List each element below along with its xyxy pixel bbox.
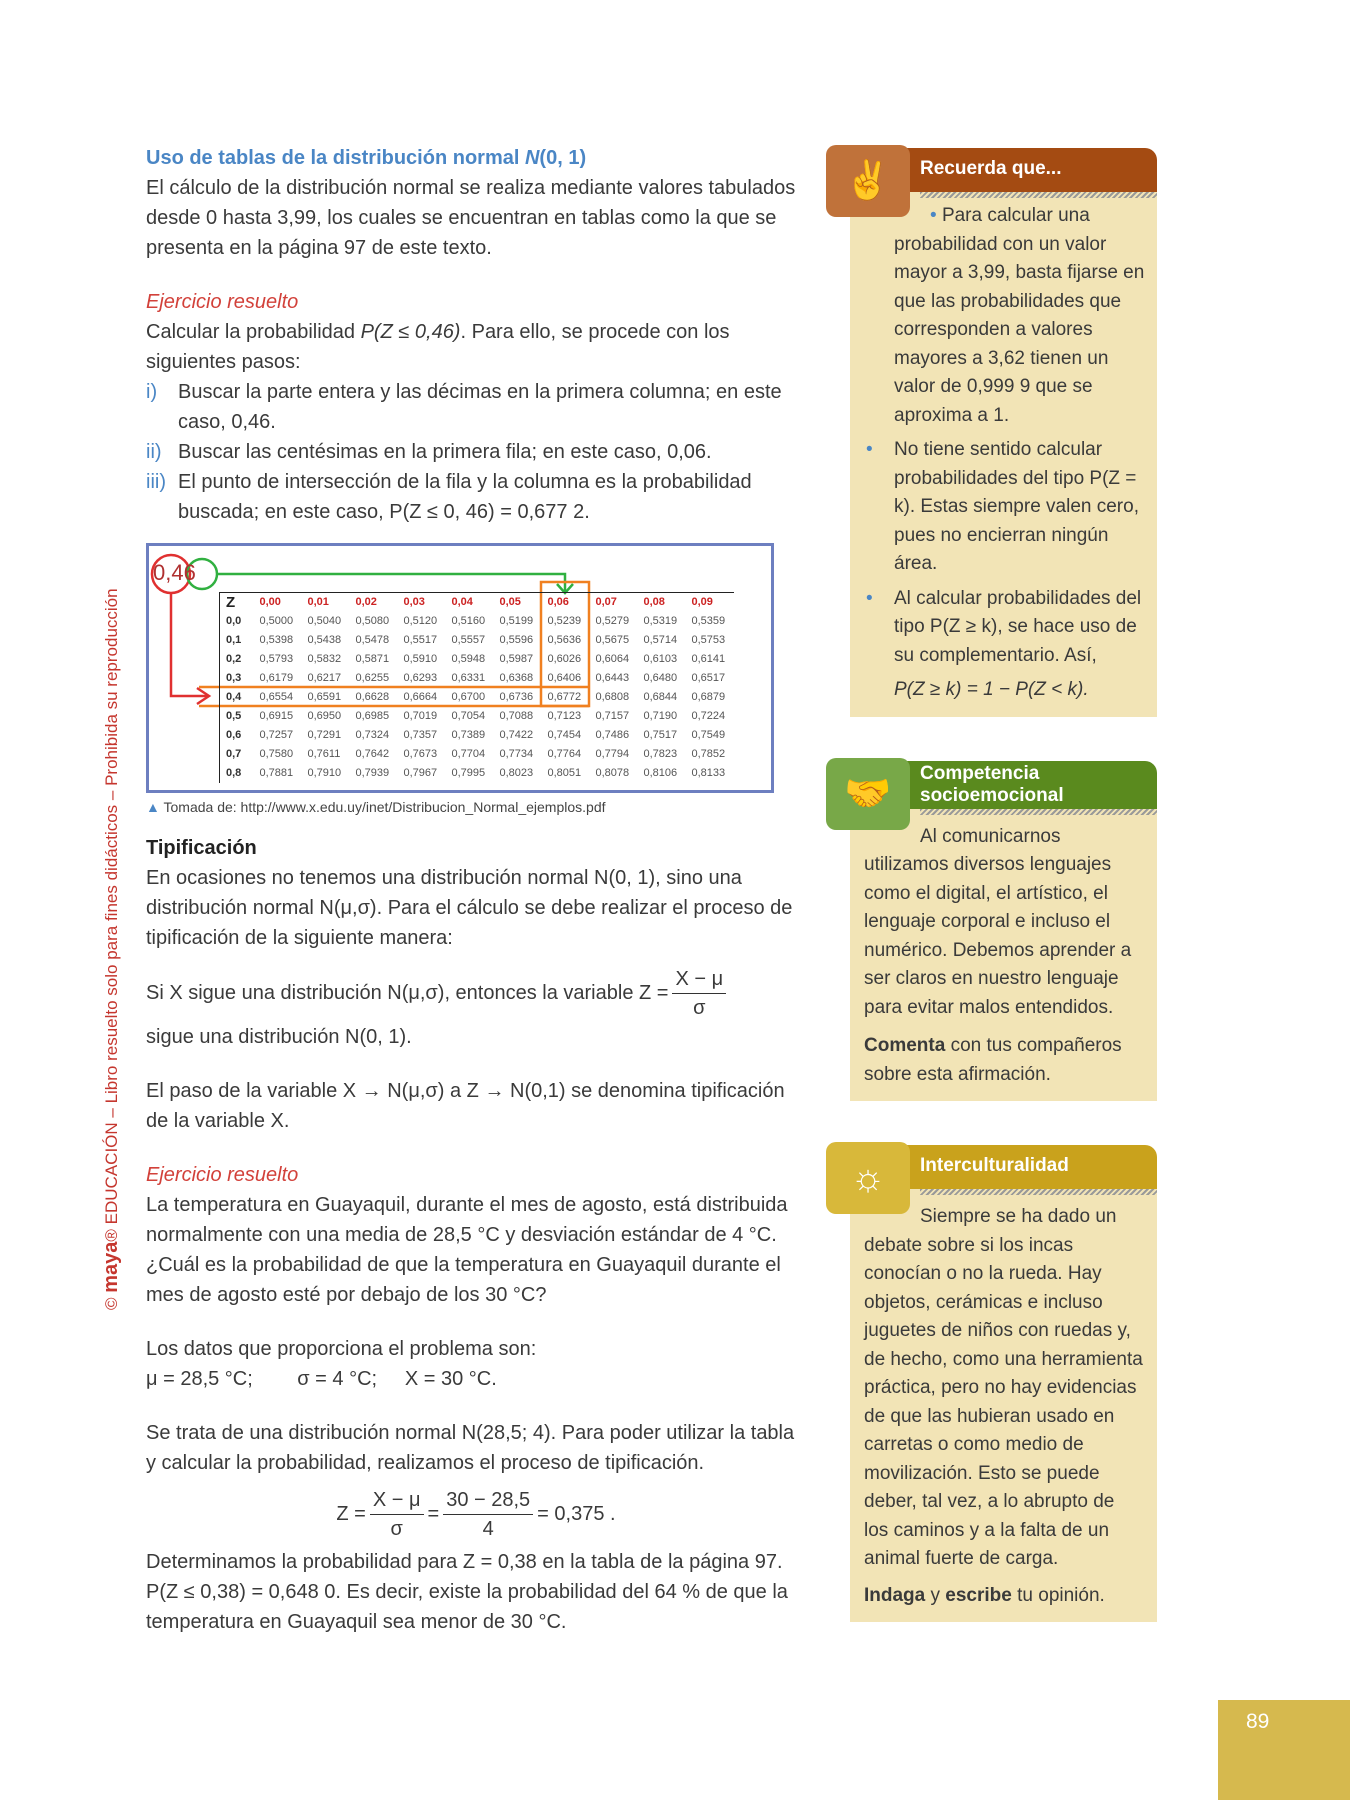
- table-cell: 0,7257: [259, 729, 294, 741]
- step-text: El punto de intersección de la fila y la columna es la probabilidad buscada; en este caso, P(Z ≤ 0, 46) = 0,677 2.: [178, 471, 752, 523]
- column-header: 0,00: [259, 596, 281, 608]
- table-cell: 0,7054: [451, 710, 486, 722]
- table-cell: 0,5987: [499, 653, 534, 665]
- exercise2-conclusion: Determinamos la probabilidad para Z = 0,38 en la tabla de la página 97. P(Z ≤ 0,38) = 0,648 0. Es decir, existe la probabilidad del 64 % de que la temperatura en Guayaquil sea menor de 30 °C.: [146, 1551, 788, 1633]
- step-item: [146, 467, 806, 527]
- table-cell: 0,6844: [643, 691, 678, 703]
- table-cell: 0,8106: [643, 767, 678, 779]
- page-number: 89: [1218, 1700, 1350, 1800]
- column-header: 0,07: [595, 596, 617, 608]
- table-cell: 0,6368: [499, 672, 534, 684]
- interculturalidad-header: Interculturalidad: [850, 1145, 1157, 1189]
- table-row: [220, 650, 734, 669]
- column-header: 0,05: [499, 596, 521, 608]
- table-cell: 0,7673: [403, 748, 438, 760]
- step-text: Buscar la parte entera y las décimas en la primera columna; en este caso, 0,46.: [178, 381, 782, 433]
- table-cell: 0,6985: [355, 710, 390, 722]
- bullet: •: [866, 587, 873, 609]
- tipificacion-title: Tipificación: [146, 837, 257, 859]
- recuerda-item: • Para calcular una probabilidad con un valor mayor a 3,99, basta fijarse en que las probabilidades que corresponden a valores mayores a 3,62 tienen un valor de 0,999 9 que se aproxima a 1.: [894, 205, 1145, 426]
- table-cell: 0,5478: [355, 634, 390, 646]
- table-row: [220, 688, 734, 707]
- table-cell: 0,7324: [355, 729, 390, 741]
- column-header: 0,03: [403, 596, 425, 608]
- interculturalidad-cta: Indaga y escribe tu opinión.: [864, 1584, 1105, 1606]
- table-cell: 0,5120: [403, 615, 438, 627]
- table-cell: 0,5753: [691, 634, 726, 646]
- exercise2-data-intro: Los datos que proporciona el problema son:: [146, 1338, 537, 1360]
- main-column: [146, 143, 806, 1637]
- recuerda-formula: P(Z ≥ k) = 1 − P(Z < k).: [894, 679, 1089, 700]
- table-cell: 0,5832: [307, 653, 342, 665]
- table-row: [220, 612, 734, 631]
- figure-icon: ☼: [826, 1142, 910, 1214]
- normal-table-image: [146, 543, 774, 793]
- copyright-side-text: © maya® EDUCACIÓN – Libro resuelto solo para fines didácticos – Prohibida su reproducción: [100, 588, 122, 1310]
- table-cell: 0,7422: [499, 729, 534, 741]
- step-text: Buscar las centésimas en la primera fila; en este caso, 0,06.: [178, 441, 712, 463]
- table-cell: 0,5279: [595, 615, 630, 627]
- z-table: [219, 592, 734, 783]
- step-number: i): [146, 381, 158, 403]
- table-cell: 0,6915: [259, 710, 294, 722]
- column-header: 0,04: [451, 596, 473, 608]
- table-cell: 0,6064: [595, 653, 630, 665]
- table-cell: 0,6736: [499, 691, 534, 703]
- table-cell: 0,7642: [355, 748, 390, 760]
- exercise2-equation: Z = $\frac{X - \mu}{\sigma}$ = $\frac{30 - 28,5}{4}$ = 0,375 .: [146, 1486, 806, 1543]
- recuerda-item: • No tiene sentido calcular probabilidades del tipo P(Z = k). Estas siempre valen cero, pues no encierran ningún área.: [894, 436, 1145, 579]
- table-cell: 0,5438: [307, 634, 342, 646]
- bullet: •: [930, 205, 937, 226]
- column-header: 0,09: [691, 596, 713, 608]
- table-cell: 0,5675: [595, 634, 630, 646]
- table-cell: 0,6554: [259, 691, 294, 703]
- table-cell: 0,5359: [691, 615, 726, 627]
- table-row: [220, 726, 734, 745]
- table-cell: 0,6950: [307, 710, 342, 722]
- table-cell: 0,7995: [451, 767, 486, 779]
- table-cell: 0,5948: [451, 653, 486, 665]
- tipificacion-p2: Si X sigue una distribución N(μ,σ), entonces la variable Z = $\frac{X - \mu}{\sigma}$ sigue una distribución N(0, 1).: [146, 965, 806, 1052]
- tipificacion-p1: En ocasiones no tenemos una distribución normal N(0, 1), sino una distribución normal N(μ,σ). Para el cálculo se debe realizar el proceso de tipificación de la siguiente manera:: [146, 867, 793, 949]
- step-item: [146, 437, 806, 467]
- table-cell: 0,7123: [547, 710, 582, 722]
- table-cell: 0,7794: [595, 748, 630, 760]
- column-header: 0,08: [643, 596, 665, 608]
- exercise2-data: μ = 28,5 °C; σ = 4 °C; X = 30 °C.: [146, 1368, 497, 1390]
- table-cell: 0,7190: [643, 710, 678, 722]
- table-cell: 0,6141: [691, 653, 726, 665]
- table-cell: 0,5910: [403, 653, 438, 665]
- table-cell: 0,7580: [259, 748, 294, 760]
- table-cell: 0,6480: [643, 672, 678, 684]
- recuerda-section: [844, 148, 1157, 717]
- table-cell: 0,8133: [691, 767, 726, 779]
- table-cell: 0,3: [226, 672, 242, 684]
- interculturalidad-text: Siempre se ha dado un debate sobre si los incas conocían o no la rueda. Hay objetos, cerámicas e incluso juguetes de niños con ruedas y, de hecho, como una herramienta práctica, pero no hay evidencias de que las hubieran usado en carretas o como medio de movilización. Esto se puede deber, tal vez, a lo abrupto de los caminos y a la falta de un animal fuerte de carga.: [864, 1206, 1143, 1569]
- table-cell: 0,6443: [595, 672, 630, 684]
- copyright-text: EDUCACIÓN – Libro resuelto solo para fines didácticos – Prohibida su reproducción: [102, 588, 121, 1225]
- table-cell: 0,5793: [259, 653, 294, 665]
- table-cell: 0,6: [226, 729, 242, 741]
- handshake-icon: 🤝: [826, 758, 910, 830]
- table-cell: 0,6293: [403, 672, 438, 684]
- table-cell: 0,6517: [691, 672, 726, 684]
- exercise2-statement: La temperatura en Guayaquil, durante el mes de agosto, está distribuida normalmente con una media de 28,5 °C y desviación estándar de 4 °C. ¿Cuál es la probabilidad de que la temperatura en Guayaquil durante el mes de agosto esté por debajo de los 30 °C?: [146, 1194, 788, 1306]
- exercise-label: Ejercicio resuelto: [146, 1164, 299, 1186]
- step-number: ii): [146, 441, 162, 463]
- table-row: [220, 745, 734, 764]
- bullet: •: [866, 439, 873, 460]
- interculturalidad-section: [850, 1145, 1157, 1622]
- table-cell: 0,5: [226, 710, 242, 722]
- marker-value: 0,46: [153, 560, 196, 585]
- table-cell: 0,6772: [547, 691, 582, 703]
- table-cell: 0,5160: [451, 615, 486, 627]
- table-cell: 0,6700: [451, 691, 486, 703]
- table-cell: 0,5040: [307, 615, 342, 627]
- sidebar: [844, 148, 1157, 1622]
- table-cell: 0,7517: [643, 729, 678, 741]
- table-cell: 0,5239: [547, 615, 582, 627]
- recuerda-header: Recuerda que...: [850, 148, 1157, 192]
- table-cell: 0,4: [226, 691, 242, 703]
- finger-string-icon: ✌: [826, 145, 910, 217]
- table-cell: 0,7454: [547, 729, 582, 741]
- exercise-statement: Calcular la probabilidad P(Z ≤ 0,46). Para ello, se procede con los siguientes pasos:: [146, 321, 730, 373]
- table-cell: 0,7389: [451, 729, 486, 741]
- table-cell: 0,2: [226, 653, 242, 665]
- table-row: [220, 669, 734, 688]
- table-cell: 0,6406: [547, 672, 582, 684]
- table-cell: 0,5636: [547, 634, 582, 646]
- table-cell: 0,7357: [403, 729, 438, 741]
- intro-paragraph: El cálculo de la distribución normal se realiza mediante valores tabulados desde 0 hasta 3,99, los cuales se encuentran en tablas como la que se presenta en la página 97 de este texto.: [146, 177, 796, 259]
- table-cell: 0,6331: [451, 672, 486, 684]
- table-cell: 0,7157: [595, 710, 630, 722]
- exercise-label: Ejercicio resuelto: [146, 291, 299, 313]
- table-cell: 0,6026: [547, 653, 582, 665]
- table-cell: 0,7019: [403, 710, 438, 722]
- table-cell: 0,5871: [355, 653, 390, 665]
- table-cell: 0,7823: [643, 748, 678, 760]
- table-cell: 0,7910: [307, 767, 342, 779]
- table-cell: 0,1: [226, 634, 242, 646]
- table-row: [220, 764, 734, 783]
- column-header: 0,06: [547, 596, 569, 608]
- competencia-header: Competencia socioemocional: [850, 761, 1157, 809]
- brand-logo: maya: [100, 1241, 122, 1293]
- exercise2-p3: Se trata de una distribución normal N(28,5; 4). Para poder utilizar la tabla y calcular la probabilidad, realizamos el proceso de tipificación.: [146, 1422, 795, 1474]
- table-cell: 0,8078: [595, 767, 630, 779]
- table-cell: 0,7291: [307, 729, 342, 741]
- table-cell: 0,0: [226, 615, 242, 627]
- table-cell: 0,8: [226, 767, 242, 779]
- table-cell: 0,5080: [355, 615, 390, 627]
- table-caption: ▲ Tomada de: http://www.x.edu.uy/inet/Distribucion_Normal_ejemplos.pdf: [146, 799, 606, 815]
- table-cell: 0,6879: [691, 691, 726, 703]
- table-cell: 0,5000: [259, 615, 294, 627]
- table-cell: 0,6664: [403, 691, 438, 703]
- table-row: [220, 631, 734, 650]
- table-cell: 0,7764: [547, 748, 582, 760]
- tipificacion-p3: El paso de la variable X → N(μ,σ) a Z → N(0,1) se denomina tipificación de la variable X.: [146, 1080, 785, 1132]
- table-cell: 0,6179: [259, 672, 294, 684]
- competencia-text: Al comunicarnos utilizamos diversos lenguajes como el digital, el artístico, el lenguaje corporal e incluso el numérico. Debemos aprender a ser claros en nuestro lenguaje para evitar malos entendidos.: [864, 825, 1132, 1018]
- table-cell: 0,5557: [451, 634, 486, 646]
- table-cell: 0,7549: [691, 729, 726, 741]
- column-header: Z: [226, 594, 236, 611]
- table-cell: 0,8051: [547, 767, 582, 779]
- table-cell: 0,7224: [691, 710, 726, 722]
- table-cell: 0,8023: [499, 767, 534, 779]
- step-item: [146, 377, 806, 437]
- formula-fraction: $\frac{X - \mu}{\sigma}$: [672, 965, 726, 1022]
- column-header: 0,02: [355, 596, 377, 608]
- table-cell: 0,5517: [403, 634, 438, 646]
- table-cell: 0,6217: [307, 672, 342, 684]
- table-cell: 0,7881: [259, 767, 294, 779]
- recuerda-item: • Al calcular probabilidades del tipo P(Z ≥ k), se hace uso de su complementario. Así,: [894, 585, 1145, 671]
- table-cell: 0,5714: [643, 634, 678, 646]
- table-cell: 0,7704: [451, 748, 486, 760]
- competencia-cta: Comenta con tus compañeros sobre esta afirmación.: [864, 1035, 1122, 1085]
- table-cell: 0,7088: [499, 710, 534, 722]
- table-cell: 0,7486: [595, 729, 630, 741]
- table-cell: 0,6808: [595, 691, 630, 703]
- table-cell: 0,7734: [499, 748, 534, 760]
- table-cell: 0,5319: [643, 615, 678, 627]
- table-cell: 0,5596: [499, 634, 534, 646]
- table-cell: 0,7939: [355, 767, 390, 779]
- table-cell: 0,6255: [355, 672, 390, 684]
- column-header: 0,01: [307, 596, 329, 608]
- table-cell: 0,7611: [307, 748, 341, 760]
- table-cell: 0,7967: [403, 767, 438, 779]
- table-cell: 0,5398: [259, 634, 294, 646]
- table-header-row: [220, 593, 734, 613]
- table-cell: 0,6591: [307, 691, 342, 703]
- competencia-section: [844, 761, 1157, 1102]
- table-cell: 0,6103: [643, 653, 678, 665]
- table-cell: 0,5199: [499, 615, 534, 627]
- table-cell: 0,7852: [691, 748, 726, 760]
- interculturalidad-box: [850, 1189, 1157, 1622]
- competencia-box: [850, 809, 1157, 1102]
- steps-list: [146, 377, 806, 527]
- table-cell: 0,6628: [355, 691, 390, 703]
- recuerda-box: [850, 192, 1157, 717]
- table-cell: 0,7: [226, 748, 242, 760]
- table-row: [220, 707, 734, 726]
- section-title: Uso de tablas de la distribución normal N(0, 1): [146, 147, 587, 169]
- step-number: iii): [146, 471, 166, 493]
